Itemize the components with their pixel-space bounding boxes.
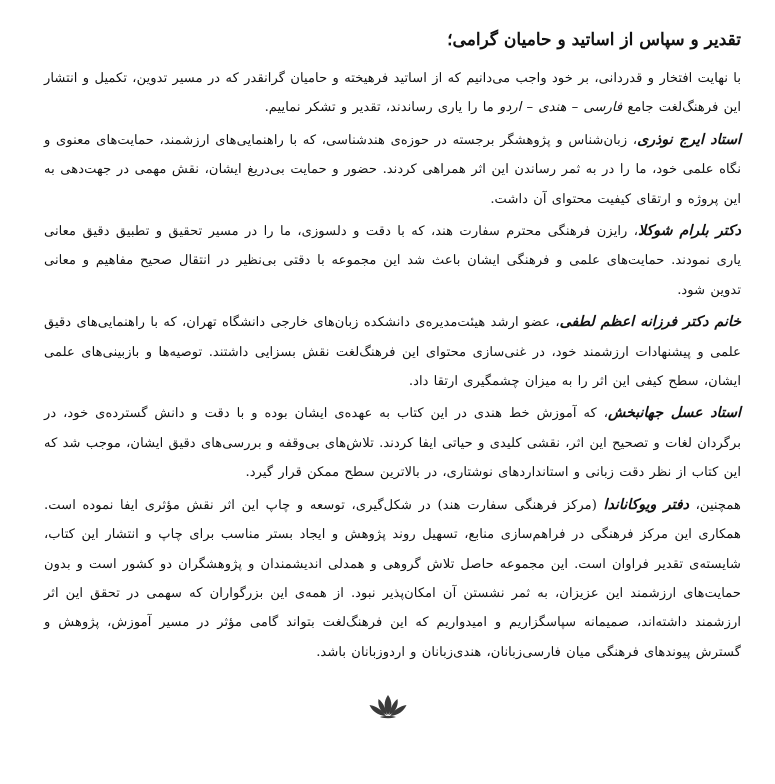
acknowledgement-text: ، عضو ارشد هیئت‌مدیره‌ی دانشکده زبان‌های خارجی دانشگاه تهران، که با راهنمایی‌های دقیق علمی و پیشنهادات ارزشمند خود، در غنی‌سازی محتوای این فرهنگ‌لغت نقش بسزایی داشتند. توصیه‌ها و بازبینی‌های علمی ایشان، سطح کیفی این اثر را به میزان چشمگیری ارتقا داد. bbox=[44, 315, 741, 390]
intro-text-start: با نهایت افتخار و قدردانی، بر خود واجب می‌دانیم که از اساتید فرهیخته و حامیان گرانقدر که در مسیر تدوین، تکمیل و انتشار این فرهنگ‌لغت جامع bbox=[44, 71, 741, 116]
closing-text: (مرکز فرهنگی سفارت هند) در شکل‌گیری، توسعه و چاپ این اثر نقش مؤثری ایفا نموده است. همکاری این مرکز فرهنگی در فراهم‌سازی منابع، تسهیل روند پژوهش و ایجاد بستر مناسب برای چاپ و انتشار این کتاب، شایسته‌ی تقدیر فراوان است. این مجموعه حاصل تلاش گروهی و همدلی اندیشمندان و پژوهشگران دو کشور است و بدون حمایت‌های ارزشمند این عزیزان، به ثمر نشستن آن امکان‌پذیر نبود. از همه‌ی این بزرگواران که سهمی در تحقق این اثر ارزشمند داشته‌اند، صمیمانه سپاسگزاریم و امیدواریم که این فرهنگ‌لغت بتواند گامی مؤثر در مسیر آموزش، پژوهش و گسترش پیوندهای فرهنگی میان فارسی‌زبانان، هندی‌زبانان و اردوزبانان باشد. bbox=[44, 497, 741, 660]
acknowledgement-paragraph bbox=[44, 308, 741, 396]
intro-paragraph bbox=[44, 64, 741, 123]
acknowledgement-text: ، که آموزش خط هندی در این کتاب به عهده‌ی ایشان بوده و با دقت و دانش گسترده‌ی خود، در برگردان لغات و تصحیح این اثر، نقشی کلیدی و حیاتی ایفا کردند. تلاش‌های بی‌وقفه و بررسی‌های دقیق ایشان، موجب شد که این کتاب از نظر دقت زبانی و استانداردهای نوشتاری، در بالاترین سطح ممکن قرار گیرد. bbox=[44, 406, 741, 481]
organization-name: دفتر ویوکاناندا bbox=[603, 496, 689, 513]
page-title: تقدیر و سپاس از اساتید و حامیان گرامی؛ bbox=[447, 30, 741, 50]
closing-text-start: همچنین، bbox=[688, 497, 741, 513]
acknowledgement-paragraph bbox=[44, 217, 741, 305]
closing-paragraph bbox=[44, 491, 741, 667]
person-name: استاد عسل جهانبخش bbox=[607, 405, 741, 422]
intro-text-end: ما را یاری رساندند، تقدیر و تشکر نماییم. bbox=[264, 100, 499, 116]
person-name: دکتر بلرام شوکلا bbox=[638, 223, 741, 240]
intro-dictionary-languages: فارسی – هندی – اردو bbox=[499, 100, 623, 116]
acknowledgement-text: ، رایزن فرهنگی محترم سفارت هند، که با دقت و دلسوزی، ما را در مسیر تحقیق و تطبیق دقیق معانی یاری نمودند. حمایت‌های علمی و فرهنگی ایشان باعث شد این مجموعه با دقتی بی‌نظیر در انتقال صحیح مفاهیم و معانی تدوین شود. bbox=[44, 224, 741, 298]
acknowledgement-text: ، زبان‌شناس و پژوهشگر برجسته در حوزه‌ی هندشناسی، که با راهنمایی‌های ارزشمند، حمایت‌های معنوی و نگاه علمی خود، ما را در به ثمر رساندن این اثر همراهی کردند. حضور و حمایت بی‌دریغ ایشان، نقش مهمی در جهت‌دهی به این پروژه و ارتقای کیفیت محتوای آن داشت. bbox=[44, 132, 741, 207]
acknowledgement-paragraph bbox=[44, 399, 741, 487]
lotus-icon bbox=[366, 693, 410, 719]
person-name: استاد ایرج نوذری bbox=[637, 131, 741, 148]
person-name: خانم دکتر فرزانه اعظم لطفی bbox=[559, 314, 741, 331]
acknowledgement-paragraph bbox=[44, 126, 741, 214]
